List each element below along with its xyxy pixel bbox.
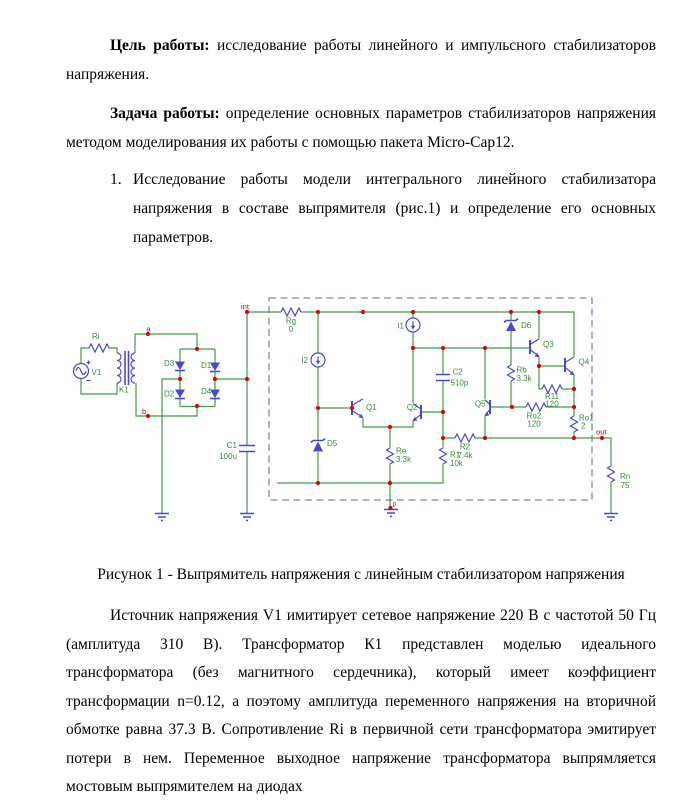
label-v1: V1 xyxy=(91,368,102,377)
label-r2: R2 xyxy=(459,442,471,452)
resistor-rg xyxy=(281,308,301,316)
label-q5: Q5 xyxy=(474,399,486,409)
label-d1: D1 xyxy=(201,361,212,370)
label-rn: Rn xyxy=(620,472,631,481)
task-label: Задача работы: xyxy=(110,105,220,122)
task-text: определение основных параметров стабилизаторов напряжения методом моделирования их работы с помощью пакета Micro-Cap12. xyxy=(66,105,656,151)
node-label-int: int xyxy=(241,302,249,311)
node-label-b: b xyxy=(142,407,147,416)
label-r11-value: 120 xyxy=(545,399,559,409)
component-labels xyxy=(92,317,631,491)
label-c1-value: 100u xyxy=(219,452,237,461)
diode-d1 xyxy=(210,363,220,372)
transistor-q3 xyxy=(530,339,539,357)
node-label-a: a xyxy=(146,324,151,334)
zener-diode-d6 xyxy=(504,319,518,332)
capacitor-c1 xyxy=(239,446,255,452)
transistor-q4 xyxy=(565,357,574,375)
resistor-re xyxy=(387,448,394,464)
label-d5: D5 xyxy=(327,439,338,448)
list-text: Исследование работы модели интегрального линейного стабилизатора напряжения в составе выпрямителя (рис.1) и определение его основных параметров. xyxy=(133,171,656,246)
label-rg-value: 0 xyxy=(288,325,294,334)
current-source-i1 xyxy=(406,318,420,332)
label-ri: Ri xyxy=(92,332,100,341)
label-c1: C1 xyxy=(226,441,237,450)
label-r1: R1 xyxy=(450,450,461,460)
label-q2: Q2 xyxy=(406,403,418,412)
diode-d4 xyxy=(210,390,220,399)
label-c2-value: 510p xyxy=(450,378,469,388)
label-q1: Q1 xyxy=(366,403,377,412)
label-rn-value: 75 xyxy=(620,481,630,490)
ground-symbols xyxy=(155,510,618,521)
label-i1: I1 xyxy=(397,321,404,331)
label-rg: Rg xyxy=(285,316,297,326)
resistor-rb xyxy=(508,365,515,381)
resistor-ro2 xyxy=(526,403,546,411)
resistor-r1 xyxy=(440,448,447,464)
label-d2: D2 xyxy=(164,389,175,399)
label-ro1: Ro1 xyxy=(579,413,594,423)
label-r1-value: 10k xyxy=(450,459,463,468)
label-d4: D4 xyxy=(201,387,212,396)
label-re-value: 3.3k xyxy=(396,455,412,464)
resistor-ro1 xyxy=(571,416,578,432)
label-q4: Q4 xyxy=(578,357,590,367)
label-rb-value: 3.3k xyxy=(516,374,532,383)
ac-source-v1 xyxy=(74,361,91,381)
node-label-out: out xyxy=(596,427,607,437)
goal-label: Цель работы: xyxy=(110,37,210,54)
label-re: Re xyxy=(396,446,407,456)
label-ro1-value: 2 xyxy=(581,421,586,431)
resistor-r2 xyxy=(455,434,475,442)
transformer-k1 xyxy=(117,351,135,385)
list-number: 1. xyxy=(110,171,122,188)
paragraph-description: Источник напряжения V1 имитирует сетевое напряжение 220 В с частотой 50 Гц (амплитуда 310 В). Трансформатор К1 представлен моделью идеального трансформатора (без магнитного сердечника), который имеет коэффициент трансформации n=0.12, а поэтому амплитуда переменного напряжения на вторичной обмотке равна 37.3 В. Сопротивление Ri в первичной сети трансформатора эмитирует потери в нем. Переменное выходное напряжение трансформатора выпрямляется мостовым выпрямителем на диодах xyxy=(66,607,656,795)
figure-caption: Рисунок 1 - Выпрямитель напряжения с линейным стабилизатором напряжения xyxy=(97,566,625,583)
label-ro2: Ro2 xyxy=(526,411,542,421)
zener-diode-d5 xyxy=(311,439,325,452)
diode-d3 xyxy=(175,362,185,371)
current-source-i2 xyxy=(311,353,325,367)
label-i2: I2 xyxy=(301,356,308,365)
label-ro2-value: 120 xyxy=(527,419,541,429)
label-r2-value: 7.4k xyxy=(457,451,473,460)
label-rb: Rb xyxy=(516,365,527,375)
goal-text: исследование работы линейного и импульсного стабилизаторов напряжения. xyxy=(66,37,656,83)
label-d3: D3 xyxy=(164,359,175,368)
resistor-ri xyxy=(89,344,109,352)
label-k1: K1 xyxy=(119,385,129,395)
diode-d2 xyxy=(175,390,185,399)
label-r11: R11 xyxy=(544,392,560,401)
label-q3: Q3 xyxy=(543,340,554,349)
capacitor-c2 xyxy=(436,375,450,381)
node-label-ground: P xyxy=(392,503,397,509)
label-c2: C2 xyxy=(452,367,463,377)
resistor-rn xyxy=(608,466,615,482)
label-d6: D6 xyxy=(521,321,532,330)
